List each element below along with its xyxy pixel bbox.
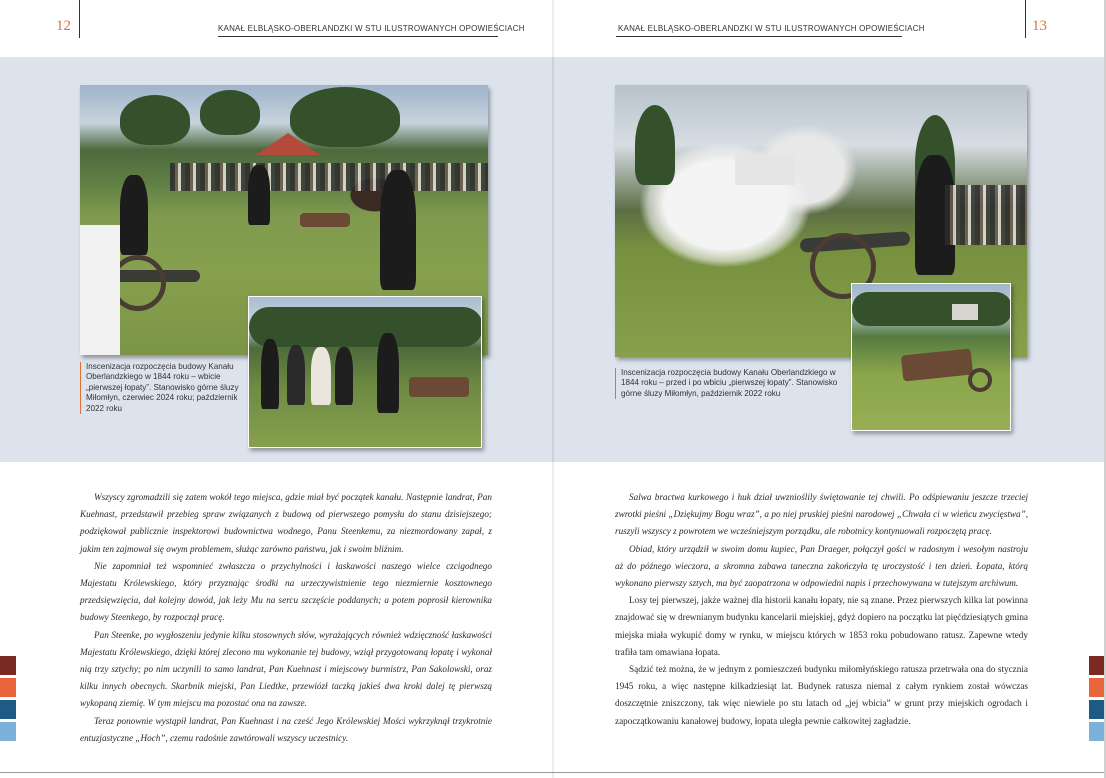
wheelbarrow-shape [409,377,469,397]
body-text-left [80,489,492,747]
paragraph: Teraz ponownie wystąpił landrat, Pan Kuehnast i na cześć Jego Królewskiej Mości wykrzyknął trzykrotnie entuzjastyczne „Hoch”, czemu radośnie zawtórowali wszyscy uczestnicy. [80,715,492,743]
paragraph: Wszyscy zgromadzili się zatem wokół tego miejsca, gdzie miał być początek kanału. Następnie landrat, Pan Kuehnast, przedstawił przebieg spraw związanych z budową od pierwszego pomysłu do stanu dzisiejszego; podziękował publicznie inspektorowi budownictwa wodnego, Panu Steenkemu, za niezmordowany zapał, z jakim ten zajmował się owym problemem, służąc zarówno państwu, jak i swoim bliźnim. [80,492,492,554]
figure-shape [377,333,399,413]
tree-shape [635,105,675,185]
barrow-wheel-shape [968,368,992,392]
color-tab-right [1089,678,1105,697]
paragraph: Losy tej pierwszej, jakże ważnej dla historii kanału łopaty, nie są znane. Przez pierwszych kilka lat powinna znajdować się w drewnianym budynku kancelarii miejskiej, gdyż dopiero na początku lat pięćdziesiątych gmina miejska miała wykupić domy w rynku, w miejscu których w 1853 roku pobudowano ratusz. Zapewne wtedy trafiła tam omawiana łopata. [615,595,1028,657]
color-tab-left [0,700,16,719]
page-number-left: 12 [56,18,71,34]
photo-wheelbarrow [851,283,1011,431]
header-rule-right [616,36,902,37]
photo-caption-right: Inscenizacja rozpoczęcia budowy Kanału Oberlandzkiego w 1844 roku – przed i po wbiciu „pierwszej łopaty”. Stanowisko górne śluzy Miłomłyn, październik 2022 roku [615,368,840,399]
header-rule-left [218,36,498,37]
book-gutter [552,0,554,778]
tree-line-shape [852,292,1011,326]
figure-shape [80,225,120,355]
paragraph: Obiad, który urządził w swoim domu kupiec, Pan Draeger, połączył gości w radosnym i wesołym nastroju aż do późnego wieczora, a skromna zabawa taneczna zakończyła tę uroczystość i ten dzień. Łopata, którą wykonano pierwszy sztych, ma być zaopatrzona w odpowiedni napis i przechowywana w tutejszym archiwum. [615,543,1028,589]
figure-shape [311,347,331,405]
figure-shape [287,345,305,405]
tree-shape [200,90,260,135]
color-tab-left [0,722,16,741]
tree-line-shape [249,307,482,347]
photo-caption-left: Inscenizacja rozpoczęcia budowy Kanału Oberlandzkiego w 1844 roku – wbicie „pierwszej łopaty”. Stanowisko górne śluzy Miłomłyn, czerwiec 2024 roku; październik 2022 roku [80,362,240,414]
wheelbarrow-shape [901,348,973,381]
paragraph: Salwa bractwa kurkowego i huk dział uwznioślily świętowanie tej chwili. Po odśpiewaniu jeszcze trzeciej zwrotki pieśni „Dziękujmy Bogu wraz”, a po niej pruskiej pieśni narodowej „Chwała ci w wieńcu zwycięstwa”, ruszyli wszyscy z powrotem we wcześniejszym porządku, ale robotnicy kontynuowali rozpoczętą pracę. [615,492,1028,537]
color-tab-left [0,678,16,697]
tree-shape [120,95,190,145]
figure-shape [248,165,270,225]
figure-shape [335,347,353,405]
paragraph: Nie zapomniał też wspomnieć zwłaszcza o przychylności i łaskawości naszego wielce czcigodnego Majestatu Królewskiego, który przyznając środki na urzeczywistnienie tego niezmiernie kosztownego przedsięwzięcia, dał kolejny dowód, jak leży Mu na sercu szczęście poddanych; a potem poprosił kierownika budowy Steenkego, by rozpoczął pracę. [80,560,492,623]
header-divider-left [79,0,80,38]
spectator-crowd [945,185,1027,245]
wheelbarrow-shape [300,213,350,227]
running-head-right: KANAŁ ELBLĄSKO-OBERLANDZKI W STU ILUSTROWANYCH OPOWIEŚCIACH [618,24,925,33]
page-number-right: 13 [1032,18,1047,34]
color-tab-left [0,656,16,675]
figure-shape [261,339,279,409]
figure-shape [120,175,148,255]
color-tab-right [1089,722,1105,741]
paragraph: Pan Steenke, po wygłoszeniu jedynie kilku stosownych słów, wyrażających również wdzięczność łaskawości Majestatu Królewskiego, dzięki której zlecono mu wykonanie tej budowy, wziął przygotowaną łopatę i wykonał nią trzy sztychy; po nim uczynili to samo landrat, Pan Kuehnast i miejscowy burmistrz, Pan Sakolowski, oraz kilku innych obecnych. Skarbnik miejski, Pan Liedtke, przewiózł taczką jakieś dwa kroki dalej tę pierwszą wykopaną ziemię. W tym miejscu ma pozostać ona na zawsze. [80,629,492,709]
header-divider-right [1025,0,1026,38]
figure-shape [380,170,416,290]
running-head-left: KANAŁ ELBLĄSKO-OBERLANDZKI W STU ILUSTROWANYCH OPOWIEŚCIACH [218,24,525,33]
photo-ceremony-digging [248,296,482,448]
house-shape [952,304,978,320]
house-shape [735,155,795,185]
color-tab-right [1089,700,1105,719]
house-roof-shape [256,133,320,155]
bottom-rule [0,772,1106,773]
body-text-right [615,489,1028,730]
paragraph: Sądzić też można, że w jednym z pomieszczeń budynku miłomłyńskiego ratusza przetrwała ona do stycznia 1945 roku, a więc następne kilkadziesiąt lat. Budynek ratusza niemal z całym rynkiem został wówczas doszczętnie zniszczony, tak więc niewiele po stu latach od „jej wbicia” w grunt przy miejskich ogrodach i zapoczątkowaniu kanałowej budowy, łopata uległa pewnie całkowitej zagładzie. [615,664,1028,726]
color-tab-right [1089,656,1105,675]
spectator-crowd [170,163,488,191]
